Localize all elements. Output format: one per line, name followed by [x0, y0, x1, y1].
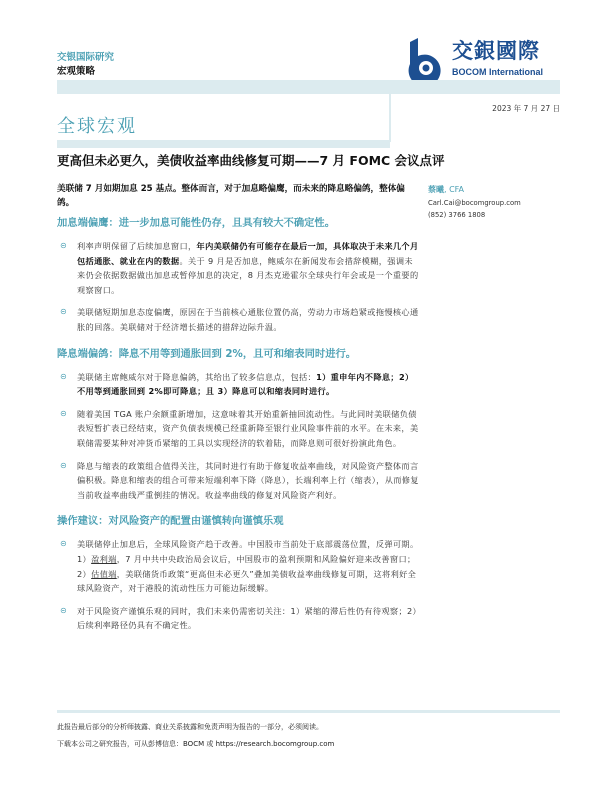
bullet-text — [77, 305, 419, 334]
disclaimer-note: 此报告最后部分的分析师披露、商业关系披露和免责声明为报告的一部分，必须阅读。 — [57, 723, 323, 731]
footer-divider — [57, 710, 560, 713]
analyst-info — [428, 184, 521, 222]
divider — [389, 94, 391, 142]
bullet-item — [60, 370, 419, 399]
analyst-cred: , CFA — [444, 185, 465, 194]
bocom-logo — [402, 38, 562, 84]
text-run: 美联储停止加息后，全球风险资产趋于改善。中国股市当前处于底部震荡位置，反弹可期。1） — [77, 539, 419, 564]
org-name: 交银国际研究 — [57, 52, 115, 63]
bullet-text — [77, 537, 419, 595]
text-run: 美联储短期加息态度偏鹰，原因在于当前核心通胀位置仍高，劳动力市场趋紧或拖慢核心通胀的回落。美联储对于经济增长描述的措辞边际升温。 — [77, 307, 419, 332]
analyst-email[interactable]: Carl.Cai@bocomgroup.com — [428, 198, 521, 207]
bullet-text — [77, 407, 419, 451]
bullet-item — [60, 239, 419, 297]
bullet-text — [77, 370, 419, 399]
bullet-text — [77, 459, 419, 503]
text-run: 估值端 — [91, 568, 117, 579]
bullet-item — [60, 407, 419, 451]
lead-summary: 美联储 7 月如期加息 25 基点。整体而言，对于加息略偏鹰，而未来的降息略偏鸽，整体偏鸽。 — [57, 184, 405, 208]
text-run: ，7 月中共中央政治局会议后，中国股市的盈利预期和风险偏好迎来改善窗口；2） — [77, 553, 416, 579]
bullet-icon: ⊝ — [60, 371, 67, 381]
report-date: 2023 年 7 月 27 日 — [492, 104, 560, 113]
analyst-phone: (852) 3766 1808 — [428, 211, 486, 219]
bullet-icon: ⊝ — [60, 307, 67, 317]
bullet-item — [60, 305, 419, 334]
header-band — [57, 80, 560, 94]
text-run: 。关于 9 月是否加息，鲍威尔在新闻发布会措辞模糊，强调未来仍会依据数据做出加息或暂停加息的决定，8 月杰克逊霍尔全球央行年会或是一个重要的观察窗口。 — [77, 255, 419, 295]
bullet-icon: ⊝ — [60, 241, 67, 250]
text-run: 随着美国 TGA 账户余额重新增加，这意味着其开始重新抽回流动性。与此同时美联储负债表短暂扩表已经结束，资产负债表规模已经重新降至银行业风险事件前的水平。在未来，美联储需要某种对冲货币紧缩的工具以实现经济的软着陆，而降息则可很好扮演此角色。 — [77, 408, 419, 448]
bullet-icon: ⊝ — [60, 460, 67, 470]
text-run: 对于风险资产谨慎乐观的同时，我们未来仍需密切关注：1）紧缩的滞后性仍有待观察；2）后续利率路径仍具有不确定性。 — [77, 605, 417, 631]
section-heading: 降息端偏鸽：降息不用等到通胀回到 2%，且可和缩表同时进行。 — [57, 347, 357, 360]
bullet-icon: ⊝ — [60, 408, 67, 418]
logo-en: BOCOM International — [452, 67, 544, 77]
logo-cn: 交銀國際 — [452, 39, 540, 63]
bullet-text — [77, 604, 419, 633]
download-note: 下载本公司之研究报告，可从彭博信息：BOCM 或 https://research.bocomgroup.com — [57, 740, 335, 748]
title-band — [57, 140, 390, 148]
bullet-item — [60, 604, 419, 633]
sector-title: 全球宏观 — [57, 116, 137, 137]
bullet-icon: ⊝ — [60, 539, 67, 549]
bullet-text — [77, 239, 419, 297]
bocom-logo-icon — [402, 38, 448, 84]
report-body — [57, 216, 419, 641]
department: 宏观策略 — [57, 66, 96, 77]
text-run: ，美联储货币政策“更高但未必更久”叠加美债收益率曲线修复可期，这将利好全球风险资产，对于港股的流动性压力可能边际缓解。 — [77, 568, 417, 594]
section-heading: 加息端偏鹰：进一步加息可能性仍存，且具有较大不确定性。 — [57, 217, 336, 229]
bullet-icon: ⊝ — [60, 605, 67, 615]
text-run: 年内美联储仍有可能存在最后一加，具体取决于未来几个月包括通胀、就业在内的数据 — [77, 241, 419, 266]
text-run: 1）重申年内不降息；2）不用等到通胀回到 2%即可降息；且 3）降息可以和缩表同时进行。 — [77, 371, 414, 397]
bullet-item — [60, 537, 419, 595]
text-run: 盈利端 — [91, 553, 117, 564]
section-heading: 操作建议：对风险资产的配置由谨慎转向谨慎乐观 — [57, 515, 284, 528]
text-run: 降息与缩表的政策组合值得关注，其同时进行有助于修复收益率曲线，对风险资产整体而言偏积极。降息和缩表的组合可带来短端利率下降（降息），长端利率上行（缩表），从而修复当前收益率曲线严重倒挂的情况。收益率曲线的修复对风险资产利好。 — [77, 460, 419, 500]
bullet-item — [60, 459, 419, 503]
analyst-name: 蔡曦 — [428, 185, 444, 194]
text-run: 利率声明保留了后续加息窗口， — [77, 241, 197, 251]
text-run: 美联储主席鲍威尔对于降息偏鸽，其给出了较多信息点，包括： — [77, 371, 317, 382]
report-title: 更高但未必更久，美债收益率曲线修复可期——7 月 FOMC 会议点评 — [57, 153, 445, 168]
